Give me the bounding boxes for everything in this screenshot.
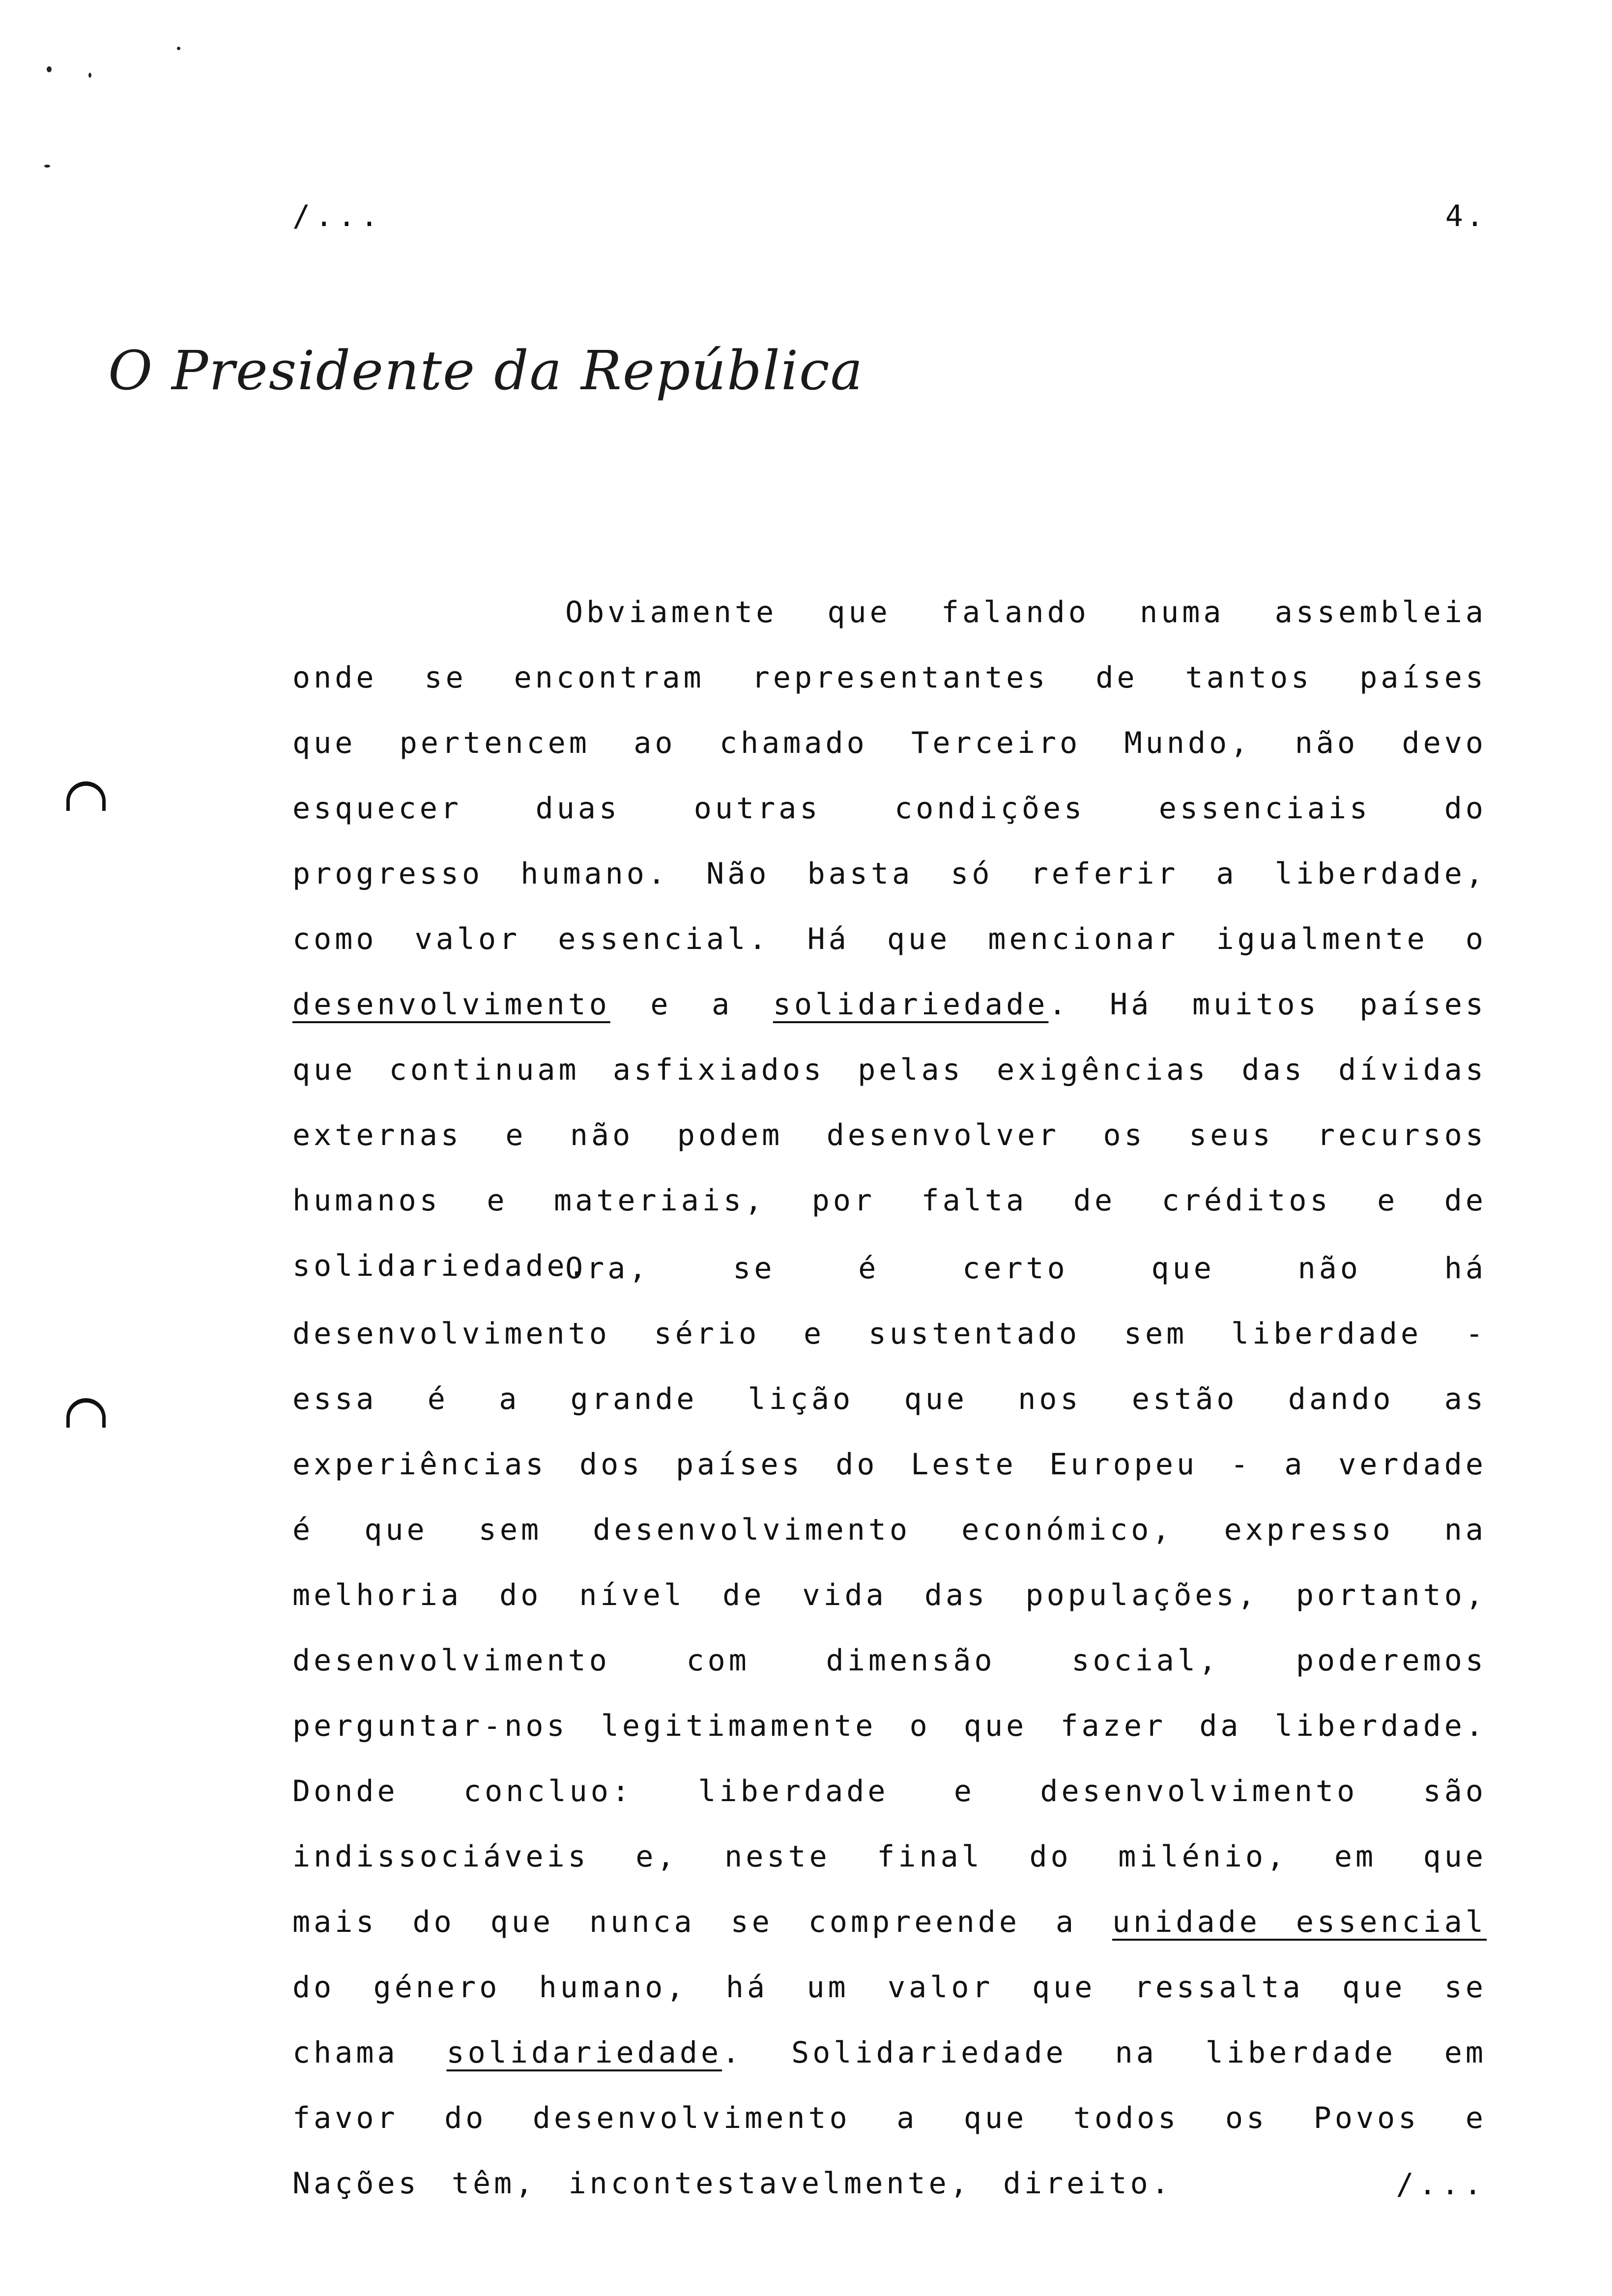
underlined-term: unidade essencial [1112,1905,1487,1939]
paragraph-text: e a [610,987,773,1022]
letterhead-title: O Presidente da República [108,339,864,402]
scan-speck [47,66,52,72]
page-number: 4. [1445,199,1487,233]
scan-speck [177,47,180,50]
body-paragraph-2 [292,1236,1487,2216]
scan-speck [44,165,50,168]
continuation-mark-top: /... [292,199,383,233]
continuation-mark-bottom: /... [1396,2167,1487,2202]
underlined-term: solidariedade [773,987,1049,1022]
punch-hole-mark [66,1398,106,1428]
body-paragraph-1 [292,580,1487,1299]
paragraph-text: Obviamente que falando numa assembleia onde se encontram representantes de tantos países que pertencem ao chamado Terceiro Mundo, não devo esquecer duas outras condições essenciais do progresso humano. Não basta só referir a liberdade, como valor essencial. Há que mencionar igualmente o [292,595,1487,956]
paragraph-text: Ora, se é certo que não há desenvolvimento sério e sustentado sem liberdade - essa é a grande lição que nos estão dando as experiências dos países do Leste Europeu - a verdade é que sem desenvolvimento económico, expresso na melhoria do nível de vida das populações, portanto, desenvolvimento com dimensão social, poderemos perguntar-nos legitimamente o que fazer da liberdade. Donde concluo: liberdade e desenvolvimento são indissociáveis e, neste final do milénio, em que mais do que nunca se compreende a [292,1251,1487,1939]
scan-speck [88,73,91,78]
punch-hole-mark [66,781,106,811]
paragraph-text: . Há muitos países que continuam asfixiados pelas exigências das dívidas externas e não podem desenvolver os seus recursos humanos e materiais, por falta de créditos e de solidariedade. [292,987,1487,1283]
underlined-term: desenvolvimento [292,987,610,1022]
paragraph-text: . Solidariedade na liberdade em favor do desenvolvimento a que todos os Povos e Nações têm, incontestavelmente, direito. [292,2036,1487,2201]
underlined-term: solidariedade [446,2036,722,2070]
paragraph-text: do género humano, há um valor que ressalta que se chama [292,1970,1487,2070]
